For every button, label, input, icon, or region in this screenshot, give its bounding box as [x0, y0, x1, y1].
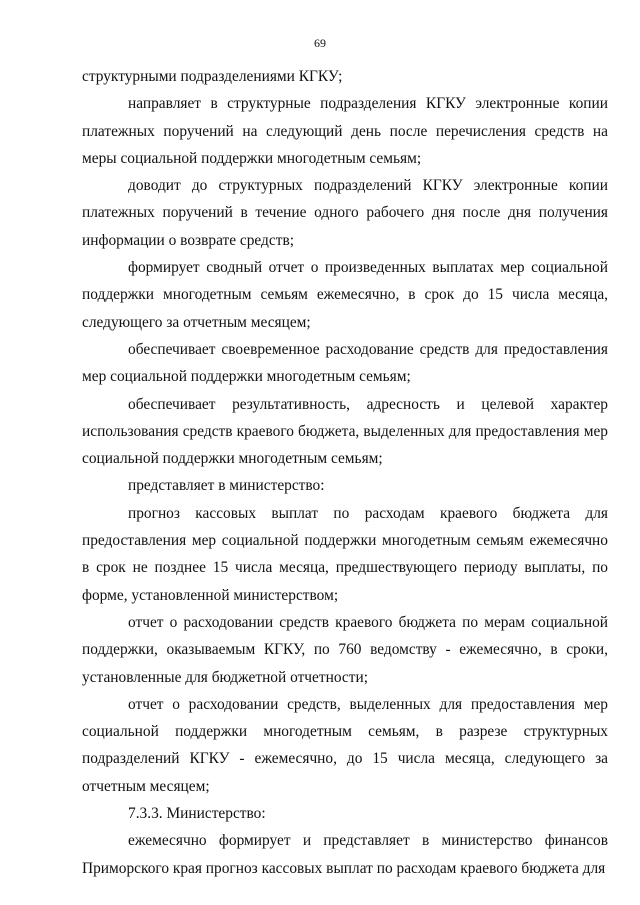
paragraph: формирует сводный отчет о произведенных выплатах мер социальной поддержки многодетным семьям ежемесячно, в срок до 15 числа месяца, следующего за отчетным месяцем; [82, 259, 608, 331]
paragraph: обеспечивает результативность, адресность и целевой характер использования средств краевого бюджета, выделенных для предоставления мер социальной поддержки многодетным семьям; [82, 395, 608, 468]
paragraph: доводит до структурных подразделений КГКУ электронные копии платежных поручений в течение одного рабочего дня после дня получения информации о возврате средств; [82, 177, 608, 249]
paragraph: структурными подразделениями КГКУ; [82, 68, 343, 85]
paragraph: отчет о расходовании средств краевого бюджета по мерам социальной поддержки, оказываемым КГКУ, по 760 ведомству - ежемесячно, в сроки, установленные для бюджетной отчетности; [82, 613, 608, 686]
paragraph: обеспечивает своевременное расходование средств для предоставления мер социальной поддержки многодетным семьям; [82, 340, 608, 386]
paragraph: ежемесячно формирует и представляет в министерство финансов Приморского края прогноз кассовых выплат по расходам краевого бюджета для [82, 832, 608, 877]
paragraph: 7.3.3. Министерство: [128, 805, 266, 823]
paragraph: представляет в министерство: [128, 477, 325, 495]
body-text [82, 63, 608, 882]
paragraph: прогноз кассовых выплат по расходам краевого бюджета для предоставления мер социальной поддержки многодетным семьям ежемесячно в срок не позднее 15 числа месяца, предшествующего периоду выплаты, по форме, установленной министерством; [82, 504, 608, 604]
page-number: 69 [314, 36, 326, 50]
paragraph: направляет в структурные подразделения КГКУ электронные копии платежных поручений на следующий день после перечисления средств на меры социальной поддержки многодетным семьям; [82, 95, 608, 167]
paragraph: отчет о расходовании средств, выделенных для предоставления мер социальной поддержки многодетным семьям, в разрезе структурных подразделений КГКУ - ежемесячно, до 15 числа месяца, следующего за отчетным месяцем; [82, 695, 608, 795]
